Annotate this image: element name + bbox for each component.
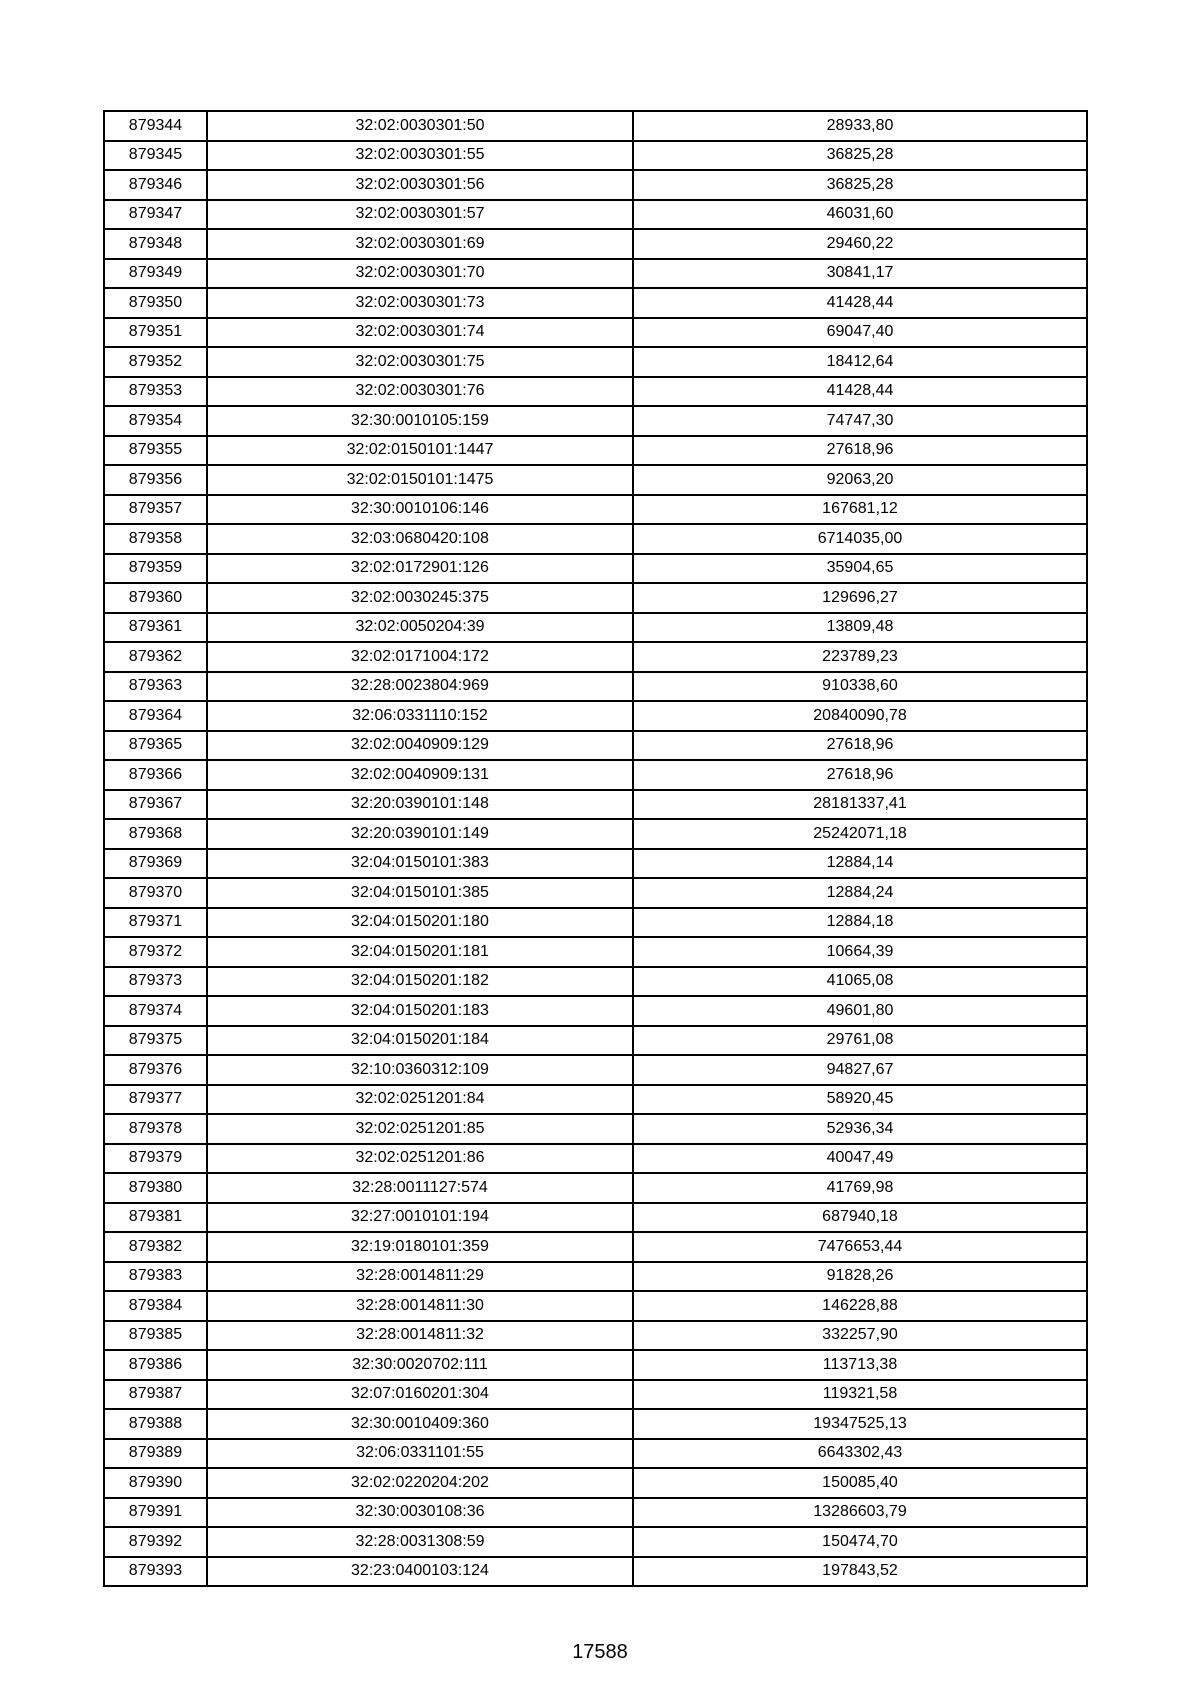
table-row — [104, 1026, 1087, 1056]
table-row — [104, 1380, 1087, 1410]
table-row — [104, 495, 1087, 525]
cadastral-number-cell: 32:02:0251201:85 — [207, 1114, 633, 1144]
cadastral-value-cell: 13286603,79 — [633, 1498, 1087, 1528]
cadastral-value-cell: 69047,40 — [633, 318, 1087, 348]
cadastral-value-cell: 129696,27 — [633, 583, 1087, 613]
row-number-cell: 879381 — [104, 1203, 207, 1233]
table-row — [104, 170, 1087, 200]
cadastral-number-cell: 32:28:0014811:32 — [207, 1321, 633, 1351]
cadastral-value-cell: 167681,12 — [633, 495, 1087, 525]
row-number-cell: 879353 — [104, 377, 207, 407]
cadastral-value-cell: 92063,20 — [633, 465, 1087, 495]
cadastral-value-cell: 18412,64 — [633, 347, 1087, 377]
table-row — [104, 1203, 1087, 1233]
table-row — [104, 760, 1087, 790]
table-row — [104, 1439, 1087, 1469]
table-row — [104, 1173, 1087, 1203]
cadastral-value-cell: 13809,48 — [633, 613, 1087, 643]
row-number-cell: 879374 — [104, 996, 207, 1026]
table-row — [104, 583, 1087, 613]
table-row — [104, 908, 1087, 938]
table-row — [104, 554, 1087, 584]
cadastral-number-cell: 32:28:0023804:969 — [207, 672, 633, 702]
table-row — [104, 1409, 1087, 1439]
cadastral-value-cell: 113713,38 — [633, 1350, 1087, 1380]
row-number-cell: 879372 — [104, 937, 207, 967]
table-row — [104, 1498, 1087, 1528]
cadastral-value-cell: 27618,96 — [633, 760, 1087, 790]
cadastral-number-cell: 32:04:0150201:180 — [207, 908, 633, 938]
row-number-cell: 879366 — [104, 760, 207, 790]
row-number-cell: 879376 — [104, 1055, 207, 1085]
cadastral-number-cell: 32:02:0030301:76 — [207, 377, 633, 407]
cadastral-number-cell: 32:04:0150201:184 — [207, 1026, 633, 1056]
row-number-cell: 879348 — [104, 229, 207, 259]
cadastral-value-cell: 12884,18 — [633, 908, 1087, 938]
table-row — [104, 672, 1087, 702]
row-number-cell: 879375 — [104, 1026, 207, 1056]
cadastral-number-cell: 32:28:0031308:59 — [207, 1527, 633, 1557]
cadastral-number-cell: 32:20:0390101:148 — [207, 790, 633, 820]
cadastral-value-cell: 41065,08 — [633, 967, 1087, 997]
cadastral-number-cell: 32:02:0172901:126 — [207, 554, 633, 584]
table-row — [104, 229, 1087, 259]
cadastral-number-cell: 32:02:0150101:1475 — [207, 465, 633, 495]
row-number-cell: 879371 — [104, 908, 207, 938]
cadastral-number-cell: 32:06:0331110:152 — [207, 701, 633, 731]
table-row — [104, 1262, 1087, 1292]
table-row — [104, 465, 1087, 495]
table-row — [104, 996, 1087, 1026]
row-number-cell: 879382 — [104, 1232, 207, 1262]
cadastral-number-cell: 32:02:0030301:73 — [207, 288, 633, 318]
cadastral-value-cell: 91828,26 — [633, 1262, 1087, 1292]
row-number-cell: 879391 — [104, 1498, 207, 1528]
table-row — [104, 878, 1087, 908]
table-row — [104, 819, 1087, 849]
cadastral-number-cell: 32:02:0030301:56 — [207, 170, 633, 200]
row-number-cell: 879357 — [104, 495, 207, 525]
row-number-cell: 879344 — [104, 111, 207, 141]
row-number-cell: 879386 — [104, 1350, 207, 1380]
cadastral-number-cell: 32:04:0150201:181 — [207, 937, 633, 967]
row-number-cell: 879368 — [104, 819, 207, 849]
cadastral-value-cell: 36825,28 — [633, 141, 1087, 171]
cadastral-number-cell: 32:02:0040909:131 — [207, 760, 633, 790]
row-number-cell: 879369 — [104, 849, 207, 879]
cadastral-value-cell: 19347525,13 — [633, 1409, 1087, 1439]
cadastral-number-cell: 32:30:0010106:146 — [207, 495, 633, 525]
cadastral-value-cell: 7476653,44 — [633, 1232, 1087, 1262]
cadastral-number-cell: 32:02:0030301:50 — [207, 111, 633, 141]
row-number-cell: 879356 — [104, 465, 207, 495]
table-row — [104, 1350, 1087, 1380]
table-row — [104, 111, 1087, 141]
cadastral-value-cell: 28933,80 — [633, 111, 1087, 141]
cadastral-value-cell: 35904,65 — [633, 554, 1087, 584]
row-number-cell: 879349 — [104, 259, 207, 289]
row-number-cell: 879392 — [104, 1527, 207, 1557]
row-number-cell: 879351 — [104, 318, 207, 348]
cadastral-value-cell: 12884,24 — [633, 878, 1087, 908]
row-number-cell: 879365 — [104, 731, 207, 761]
cadastral-value-cell: 29761,08 — [633, 1026, 1087, 1056]
row-number-cell: 879364 — [104, 701, 207, 731]
table-row — [104, 1321, 1087, 1351]
table-row — [104, 406, 1087, 436]
row-number-cell: 879352 — [104, 347, 207, 377]
row-number-cell: 879350 — [104, 288, 207, 318]
table-row — [104, 259, 1087, 289]
row-number-cell: 879363 — [104, 672, 207, 702]
cadastral-value-cell: 910338,60 — [633, 672, 1087, 702]
row-number-cell: 879390 — [104, 1468, 207, 1498]
row-number-cell: 879383 — [104, 1262, 207, 1292]
table-row — [104, 937, 1087, 967]
row-number-cell: 879347 — [104, 200, 207, 230]
cadastral-number-cell: 32:30:0010409:360 — [207, 1409, 633, 1439]
cadastral-number-cell: 32:02:0030245:375 — [207, 583, 633, 613]
cadastral-number-cell: 32:04:0150101:383 — [207, 849, 633, 879]
cadastral-number-cell: 32:04:0150201:182 — [207, 967, 633, 997]
cadastral-value-cell: 41428,44 — [633, 377, 1087, 407]
cadastral-number-cell: 32:28:0014811:29 — [207, 1262, 633, 1292]
row-number-cell: 879373 — [104, 967, 207, 997]
cadastral-value-cell: 687940,18 — [633, 1203, 1087, 1233]
cadastral-value-cell: 150085,40 — [633, 1468, 1087, 1498]
cadastral-value-cell: 30841,17 — [633, 259, 1087, 289]
row-number-cell: 879355 — [104, 436, 207, 466]
cadastral-value-cell: 28181337,41 — [633, 790, 1087, 820]
cadastral-number-cell: 32:06:0331101:55 — [207, 1439, 633, 1469]
row-number-cell: 879360 — [104, 583, 207, 613]
table-row — [104, 967, 1087, 997]
table-row — [104, 1144, 1087, 1174]
cadastral-value-cell: 25242071,18 — [633, 819, 1087, 849]
cadastral-number-cell: 32:02:0251201:84 — [207, 1085, 633, 1115]
table-row — [104, 141, 1087, 171]
row-number-cell: 879367 — [104, 790, 207, 820]
table-row — [104, 1291, 1087, 1321]
cadastral-value-cell: 12884,14 — [633, 849, 1087, 879]
cadastral-value-cell: 223789,23 — [633, 642, 1087, 672]
row-number-cell: 879389 — [104, 1439, 207, 1469]
row-number-cell: 879377 — [104, 1085, 207, 1115]
table-row — [104, 642, 1087, 672]
cadastral-number-cell: 32:02:0030301:75 — [207, 347, 633, 377]
cadastral-number-cell: 32:30:0020702:111 — [207, 1350, 633, 1380]
cadastral-number-cell: 32:02:0030301:55 — [207, 141, 633, 171]
cadastral-number-cell: 32:19:0180101:359 — [207, 1232, 633, 1262]
cadastral-value-cell: 41428,44 — [633, 288, 1087, 318]
cadastral-number-cell: 32:02:0171004:172 — [207, 642, 633, 672]
table-row — [104, 1527, 1087, 1557]
row-number-cell: 879384 — [104, 1291, 207, 1321]
table-row — [104, 347, 1087, 377]
row-number-cell: 879385 — [104, 1321, 207, 1351]
table-row — [104, 524, 1087, 554]
cadastral-number-cell: 32:02:0030301:74 — [207, 318, 633, 348]
row-number-cell: 879345 — [104, 141, 207, 171]
row-number-cell: 879379 — [104, 1144, 207, 1174]
table-row — [104, 790, 1087, 820]
cadastral-value-cell: 6643302,43 — [633, 1439, 1087, 1469]
row-number-cell: 879380 — [104, 1173, 207, 1203]
cadastral-value-cell: 146228,88 — [633, 1291, 1087, 1321]
cadastral-number-cell: 32:02:0030301:70 — [207, 259, 633, 289]
cadastral-number-cell: 32:28:0014811:30 — [207, 1291, 633, 1321]
cadastral-value-cell: 58920,45 — [633, 1085, 1087, 1115]
row-number-cell: 879378 — [104, 1114, 207, 1144]
table-row — [104, 1232, 1087, 1262]
table-body — [104, 111, 1087, 1586]
table-row — [104, 1055, 1087, 1085]
cadastral-number-cell: 32:28:0011127:574 — [207, 1173, 633, 1203]
table-row — [104, 200, 1087, 230]
row-number-cell: 879393 — [104, 1557, 207, 1587]
table-row — [104, 1085, 1087, 1115]
cadastral-number-cell: 32:02:0030301:57 — [207, 200, 633, 230]
cadastral-number-cell: 32:02:0150101:1447 — [207, 436, 633, 466]
table-row — [104, 318, 1087, 348]
table-row — [104, 849, 1087, 879]
cadastral-number-cell: 32:02:0050204:39 — [207, 613, 633, 643]
cadastral-value-cell: 52936,34 — [633, 1114, 1087, 1144]
table-row — [104, 436, 1087, 466]
row-number-cell: 879354 — [104, 406, 207, 436]
cadastral-number-cell: 32:27:0010101:194 — [207, 1203, 633, 1233]
cadastral-value-cell: 10664,39 — [633, 937, 1087, 967]
table-row — [104, 1114, 1087, 1144]
cadastral-number-cell: 32:30:0030108:36 — [207, 1498, 633, 1528]
cadastral-number-cell: 32:02:0030301:69 — [207, 229, 633, 259]
row-number-cell: 879370 — [104, 878, 207, 908]
row-number-cell: 879346 — [104, 170, 207, 200]
cadastral-number-cell: 32:04:0150201:183 — [207, 996, 633, 1026]
row-number-cell: 879388 — [104, 1409, 207, 1439]
cadastral-value-cell: 6714035,00 — [633, 524, 1087, 554]
table-row — [104, 377, 1087, 407]
cadastral-number-cell: 32:02:0251201:86 — [207, 1144, 633, 1174]
cadastral-value-cell: 49601,80 — [633, 996, 1087, 1026]
cadastral-value-cell: 20840090,78 — [633, 701, 1087, 731]
row-number-cell: 879361 — [104, 613, 207, 643]
cadastral-value-cell: 36825,28 — [633, 170, 1087, 200]
cadastral-number-cell: 32:07:0160201:304 — [207, 1380, 633, 1410]
cadastral-value-cell: 41769,98 — [633, 1173, 1087, 1203]
cadastral-number-cell: 32:20:0390101:149 — [207, 819, 633, 849]
cadastral-value-cell: 119321,58 — [633, 1380, 1087, 1410]
table-row — [104, 613, 1087, 643]
cadastral-number-cell: 32:30:0010105:159 — [207, 406, 633, 436]
cadastral-value-cell: 40047,49 — [633, 1144, 1087, 1174]
cadastral-number-cell: 32:02:0040909:129 — [207, 731, 633, 761]
cadastral-number-cell: 32:23:0400103:124 — [207, 1557, 633, 1587]
cadastral-number-cell: 32:03:0680420:108 — [207, 524, 633, 554]
page-number: 17588 — [572, 1641, 628, 1663]
row-number-cell: 879387 — [104, 1380, 207, 1410]
table-row — [104, 1557, 1087, 1587]
cadastral-value-cell: 332257,90 — [633, 1321, 1087, 1351]
table-row — [104, 701, 1087, 731]
cadastral-number-cell: 32:10:0360312:109 — [207, 1055, 633, 1085]
cadastral-number-cell: 32:04:0150101:385 — [207, 878, 633, 908]
cadastral-value-cell: 29460,22 — [633, 229, 1087, 259]
cadastral-number-cell: 32:02:0220204:202 — [207, 1468, 633, 1498]
table-row — [104, 288, 1087, 318]
table-row — [104, 1468, 1087, 1498]
cadastral-value-cell: 150474,70 — [633, 1527, 1087, 1557]
table-row — [104, 731, 1087, 761]
row-number-cell: 879362 — [104, 642, 207, 672]
cadastral-value-table — [103, 110, 1088, 1587]
cadastral-value-cell: 94827,67 — [633, 1055, 1087, 1085]
cadastral-value-cell: 74747,30 — [633, 406, 1087, 436]
cadastral-value-cell: 27618,96 — [633, 436, 1087, 466]
cadastral-value-cell: 197843,52 — [633, 1557, 1087, 1587]
cadastral-value-cell: 27618,96 — [633, 731, 1087, 761]
row-number-cell: 879359 — [104, 554, 207, 584]
row-number-cell: 879358 — [104, 524, 207, 554]
cadastral-value-cell: 46031,60 — [633, 200, 1087, 230]
